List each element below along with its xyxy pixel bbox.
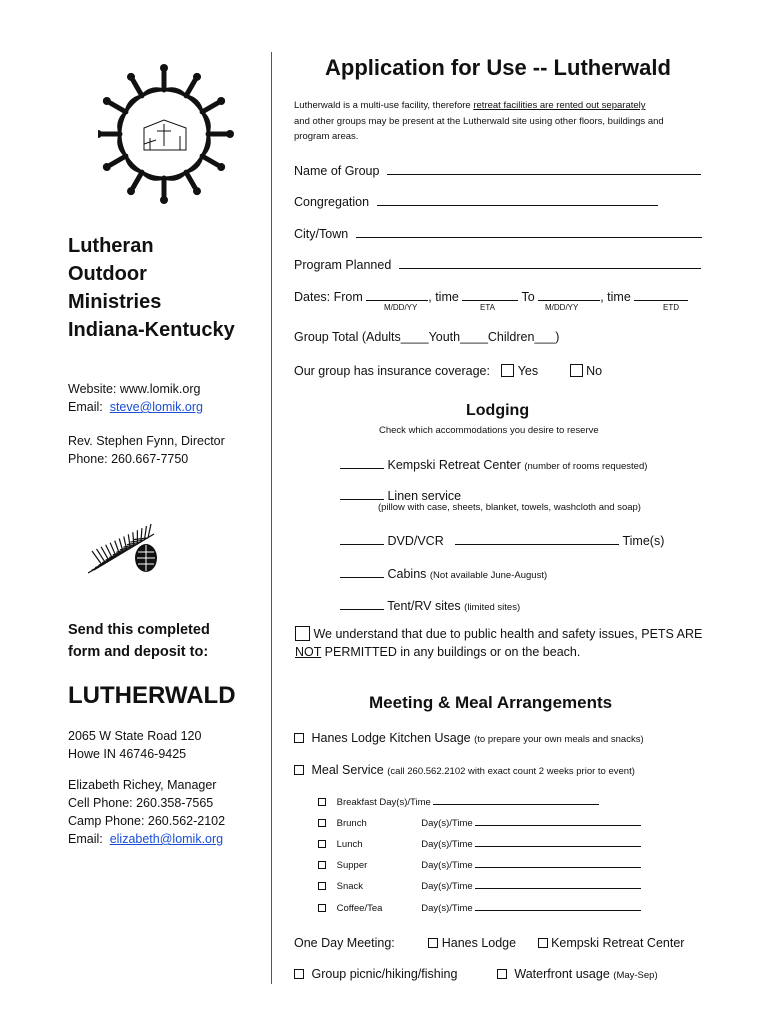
meal-label: Supper bbox=[336, 860, 368, 871]
address-line-2: Howe IN 46746-9425 bbox=[68, 747, 187, 761]
manager-email-link[interactable]: elizabeth@lomik.org bbox=[109, 832, 224, 846]
meal-service-note: (call 260.562.2102 with exact count 2 weeks prior to event) bbox=[387, 766, 635, 777]
group-total: Group Total (Adults____Youth____Children___) bbox=[294, 330, 560, 344]
form-title: Application for Use -- Lutherwald bbox=[325, 55, 671, 80]
arrival-time-field[interactable] bbox=[462, 286, 518, 301]
congregation-label: Congregation bbox=[294, 195, 370, 209]
city-town-label: City/Town bbox=[294, 227, 349, 241]
meal-service-checkbox[interactable] bbox=[294, 765, 304, 775]
daytime-label: Day(s)/Time bbox=[421, 818, 473, 829]
congregation-field[interactable] bbox=[377, 191, 658, 206]
org-line: Outdoor bbox=[68, 263, 147, 285]
email-label: Email: bbox=[68, 400, 103, 414]
meal-label: Lunch bbox=[336, 839, 363, 850]
yes-label: Yes bbox=[517, 364, 539, 378]
lodging-subheading: Check which accommodations you desire to reserve bbox=[379, 425, 599, 436]
picnic-checkbox[interactable] bbox=[294, 969, 304, 979]
breakfast-checkbox[interactable] bbox=[318, 798, 326, 806]
hanes-kitchen-note: (to prepare your own meals and snacks) bbox=[474, 734, 644, 745]
send-line: Send this completed bbox=[68, 622, 210, 638]
dvd-times-field[interactable] bbox=[455, 530, 619, 545]
email-label: Email: bbox=[68, 832, 103, 846]
to-date-field[interactable] bbox=[538, 286, 600, 301]
meal-service-label: Meal Service bbox=[311, 763, 384, 777]
daytime-label: Day(s)/Time bbox=[421, 881, 473, 892]
lunch-field[interactable] bbox=[475, 837, 641, 847]
program-planned-field[interactable] bbox=[399, 254, 701, 269]
snack-checkbox[interactable] bbox=[318, 882, 326, 890]
intro-text: Lutherwald is a multi-use facility, therefore retreat facilities are rented out separately and other groups may be present at the Lutherwald site using other floors, buildings and program areas. bbox=[294, 100, 664, 142]
insurance-no-checkbox[interactable] bbox=[570, 364, 583, 377]
kempski-center-label: Kempski Retreat Center bbox=[551, 936, 685, 950]
one-day-meeting-label: One Day Meeting: bbox=[294, 936, 395, 950]
linen-label: Linen service bbox=[387, 489, 462, 503]
cabins-note: (Not available June-August) bbox=[429, 570, 548, 581]
program-planned-label: Program Planned bbox=[294, 258, 392, 272]
supper-checkbox[interactable] bbox=[318, 861, 326, 869]
etd-hint: ETD bbox=[663, 303, 679, 312]
lodging-heading: Lodging bbox=[466, 402, 530, 419]
waterfront-note: (May-Sep) bbox=[613, 970, 658, 981]
times-label: Time(s) bbox=[622, 534, 665, 548]
breakfast-label: Breakfast Day(s)/Time bbox=[336, 797, 431, 808]
waterfront-label: Waterfront usage bbox=[514, 967, 610, 981]
org-line: Lutheran bbox=[68, 235, 154, 257]
address-line-1: 2065 W State Road 120 bbox=[68, 729, 202, 743]
kempski-label: Kempski Retreat Center bbox=[387, 458, 521, 472]
pine-branch-icon bbox=[88, 512, 170, 578]
org-line: Ministries bbox=[68, 291, 162, 313]
dvd-field[interactable] bbox=[340, 530, 384, 545]
time-label: , time bbox=[428, 290, 459, 304]
kempski-note: (number of rooms requested) bbox=[524, 461, 648, 472]
column-divider bbox=[271, 52, 272, 984]
name-of-group-label: Name of Group bbox=[294, 164, 380, 178]
from-date-field[interactable] bbox=[366, 286, 428, 301]
departure-time-field[interactable] bbox=[634, 286, 688, 301]
no-label: No bbox=[586, 364, 603, 378]
daytime-label: Day(s)/Time bbox=[421, 860, 473, 871]
cell-phone: Cell Phone: 260.358-7565 bbox=[68, 796, 214, 810]
waterfront-checkbox[interactable] bbox=[497, 969, 507, 979]
camp-phone: Camp Phone: 260.562-2102 bbox=[68, 814, 226, 828]
hanes-lodge-label: Hanes Lodge bbox=[441, 936, 517, 950]
kempski-rooms-field[interactable] bbox=[340, 454, 384, 469]
hanes-lodge-checkbox[interactable] bbox=[428, 938, 438, 948]
brunch-checkbox[interactable] bbox=[318, 819, 326, 827]
meal-label: Brunch bbox=[336, 818, 367, 829]
name-of-group-field[interactable] bbox=[387, 160, 701, 175]
picnic-label: Group picnic/hiking/fishing bbox=[311, 967, 458, 981]
dvd-label: DVD/VCR bbox=[387, 534, 444, 548]
org-line: Indiana-Kentucky bbox=[68, 319, 235, 341]
insurance-yes-checkbox[interactable] bbox=[501, 364, 514, 377]
tent-note: (limited sites) bbox=[464, 602, 521, 613]
director-phone: Phone: 260.667-7750 bbox=[68, 452, 189, 466]
tent-label: Tent/RV sites bbox=[387, 599, 461, 613]
meeting-heading: Meeting & Meal Arrangements bbox=[369, 693, 613, 712]
send-instructions bbox=[68, 619, 210, 663]
manager-name: Elizabeth Richey, Manager bbox=[68, 778, 217, 792]
time-label: , time bbox=[600, 290, 631, 304]
insurance-label: Our group has insurance coverage: bbox=[294, 364, 490, 378]
from-date-hint: M/DD/YY bbox=[384, 303, 418, 312]
coffee-tea-field[interactable] bbox=[475, 901, 641, 911]
lunch-checkbox[interactable] bbox=[318, 840, 326, 848]
coffee-tea-checkbox[interactable] bbox=[318, 904, 326, 912]
to-date-hint: M/DD/YY bbox=[545, 303, 579, 312]
lomik-logo bbox=[98, 58, 238, 208]
pets-checkbox[interactable] bbox=[295, 626, 310, 641]
lutherwald-heading: LUTHERWALD bbox=[68, 682, 236, 709]
cabins-field[interactable] bbox=[340, 563, 384, 578]
linen-note: (pillow with case, sheets, blanket, towels, washcloth and soap) bbox=[378, 502, 641, 513]
organization-name bbox=[68, 232, 235, 344]
linen-field[interactable] bbox=[340, 485, 384, 500]
hanes-kitchen-checkbox[interactable] bbox=[294, 733, 304, 743]
tent-field[interactable] bbox=[340, 595, 384, 610]
brunch-field[interactable] bbox=[475, 816, 641, 826]
to-label: To bbox=[521, 290, 535, 304]
eta-hint: ETA bbox=[480, 303, 495, 312]
daytime-label: Day(s)/Time bbox=[421, 903, 473, 914]
email-link[interactable]: steve@lomik.org bbox=[109, 400, 203, 414]
meal-label: Snack bbox=[336, 881, 364, 892]
hanes-kitchen-label: Hanes Lodge Kitchen Usage bbox=[311, 731, 471, 745]
cabins-label: Cabins bbox=[387, 567, 427, 581]
breakfast-field[interactable] bbox=[433, 795, 599, 805]
daytime-label: Day(s)/Time bbox=[421, 839, 473, 850]
snack-field[interactable] bbox=[475, 879, 641, 889]
supper-field[interactable] bbox=[475, 858, 641, 868]
website-text: Website: www.lomik.org bbox=[68, 382, 201, 396]
pets-agreement: We understand that due to public health and safety issues, PETS ARE NOT PERMITTED in any buildings or on the beach. bbox=[295, 627, 703, 659]
send-line: form and deposit to: bbox=[68, 644, 209, 660]
city-town-field[interactable] bbox=[356, 223, 702, 238]
director-text: Rev. Stephen Fynn, Director bbox=[68, 434, 225, 448]
meal-label: Coffee/Tea bbox=[336, 903, 383, 914]
kempski-center-checkbox[interactable] bbox=[538, 938, 548, 948]
dates-label: Dates: From bbox=[294, 290, 363, 304]
